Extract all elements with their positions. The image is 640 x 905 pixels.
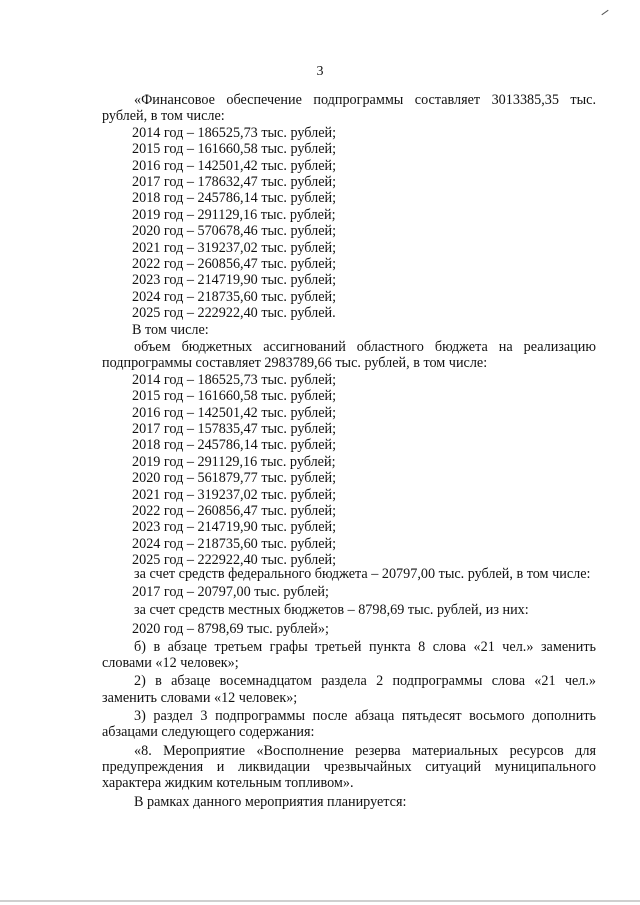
regional-year-2016: 2016 год – 142501,42 тыс. рублей; xyxy=(132,404,337,421)
regional-year-2021: 2021 год – 319237,02 тыс. рублей; xyxy=(132,486,337,503)
financing-year-2016: 2016 год – 142501,42 тыс. рублей; xyxy=(132,157,337,174)
amendment-item-b: б) в абзаце третьем графы третьей пункта 8 слова «21 чел.» заменить словами «12 человек»; xyxy=(102,638,596,672)
amendment-item-2: 2) в абзаце восемнадцатом раздела 2 подпрограммы слова «21 чел.» заменить словами «12 человек»; xyxy=(102,673,596,706)
page-bottom-edge xyxy=(0,900,640,902)
regional-budget-block xyxy=(102,339,596,569)
local-year-2020: 2020 год – 8798,69 тыс. рублей»; xyxy=(132,620,329,637)
financing-year-2020: 2020 год – 570678,46 тыс. рублей; xyxy=(132,223,337,240)
financing-year-2024: 2024 год – 218735,60 тыс. рублей; xyxy=(132,288,337,305)
v-tom-chisle-label: В том числе: xyxy=(132,321,209,338)
local-budget-paragraph: за счет средств местных бюджетов – 8798,69 тыс. рублей, из них: xyxy=(134,602,529,619)
financing-year-2025: 2025 год – 222922,40 тыс. рублей. xyxy=(132,305,336,322)
financing-year-2022: 2022 год – 260856,47 тыс. рублей; xyxy=(132,256,337,273)
financing-year-2018: 2018 год – 245786,14 тыс. рублей; xyxy=(132,190,337,207)
scan-mark xyxy=(601,10,608,15)
financing-year-2021: 2021 год – 319237,02 тыс. рублей; xyxy=(132,239,337,256)
regional-year-2014: 2014 год – 186525,73 тыс. рублей; xyxy=(132,371,337,388)
financing-year-2019: 2019 год – 291129,16 тыс. рублей; xyxy=(132,206,336,223)
page-number: 3 xyxy=(316,64,324,79)
amendment-item-3: 3) раздел 3 подпрограммы после абзаца пятьдесят восьмого дополнить абзацами следующего содержания: xyxy=(102,708,596,741)
federal-budget-paragraph: за счет средств федерального бюджета – 20797,00 тыс. рублей, в том числе: xyxy=(134,566,591,582)
regional-year-2023: 2023 год – 214719,90 тыс. рублей; xyxy=(132,519,337,536)
financing-year-2017: 2017 год – 178632,47 тыс. рублей; xyxy=(132,174,337,191)
regional-year-2022: 2022 год – 260856,47 тыс. рублей; xyxy=(132,503,337,520)
financing-block xyxy=(102,92,596,338)
regional-budget-intro: объем бюджетных ассигнований областного бюджета на реализацию подпрограммы составляет 2983789,66 тыс. рублей, в том числе: xyxy=(102,339,596,372)
financing-year-2023: 2023 год – 214719,90 тыс. рублей; xyxy=(132,272,337,289)
amendments-block xyxy=(102,566,596,812)
financing-year-2014: 2014 год – 186525,73 тыс. рублей; xyxy=(132,124,337,141)
regional-year-2020: 2020 год – 561879,77 тыс. рублей; xyxy=(132,470,337,487)
financing-intro: «Финансовое обеспечение подпрограммы составляет 3013385,35 тыс. рублей, в том числе: xyxy=(102,92,596,125)
regional-year-2025: 2025 год – 222922,40 тыс. рублей; xyxy=(132,552,337,569)
regional-year-2017: 2017 год – 157835,47 тыс. рублей; xyxy=(132,421,337,438)
measure-framework-line: В рамках данного мероприятия планируется: xyxy=(134,793,407,810)
federal-year-2017: 2017 год – 20797,00 тыс. рублей; xyxy=(132,584,329,601)
regional-year-2018: 2018 год – 245786,14 тыс. рублей; xyxy=(132,437,337,454)
financing-year-2015: 2015 год – 161660,58 тыс. рублей; xyxy=(132,141,337,158)
regional-year-2024: 2024 год – 218735,60 тыс. рублей; xyxy=(132,535,337,552)
measure-8-paragraph: «8. Мероприятие «Восполнение резерва материальных ресурсов для предупреждения и ликвидации чрезвычайных ситуаций муниципального характера жидким котельным топливом». xyxy=(102,742,596,792)
regional-year-2019: 2019 год – 291129,16 тыс. рублей; xyxy=(132,453,336,470)
regional-year-2015: 2015 год – 161660,58 тыс. рублей; xyxy=(132,388,337,405)
